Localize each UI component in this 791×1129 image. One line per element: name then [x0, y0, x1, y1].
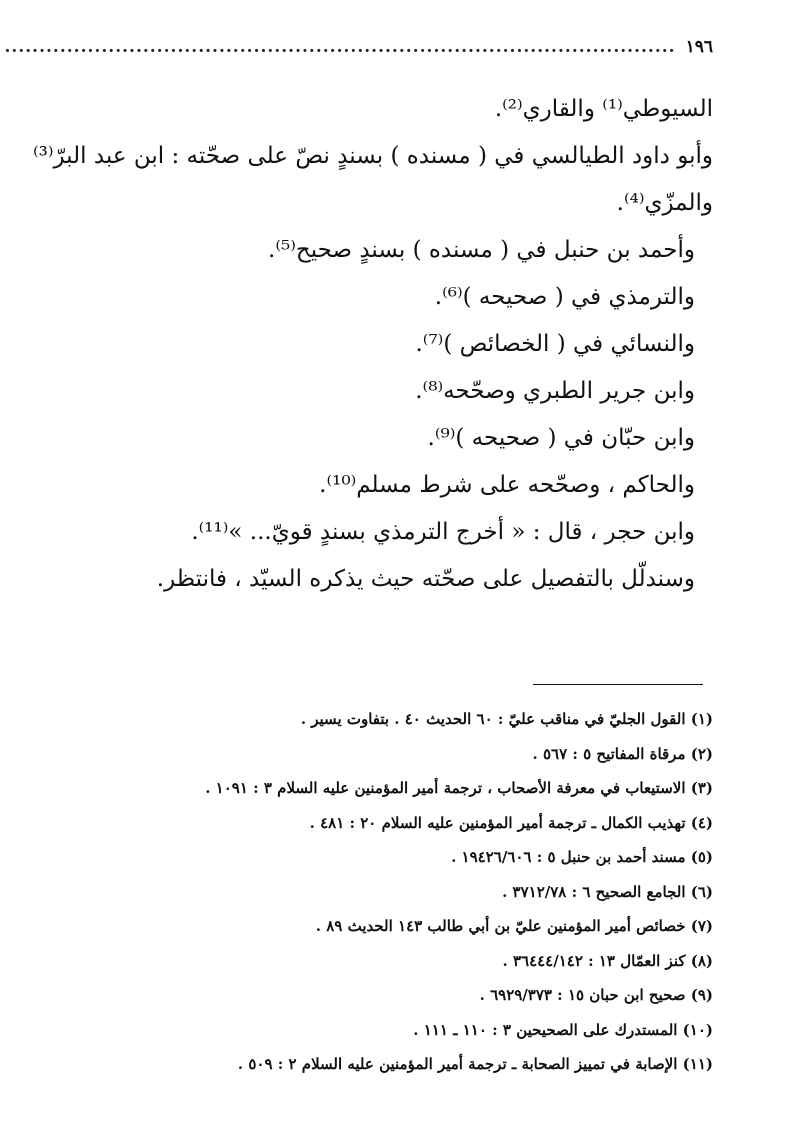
- text-line: وابن حجر ، قال : « أخرج الترمذي بسندٍ قويّ... »⁽¹¹⁾.: [191, 519, 695, 545]
- text-line: والنسائي في ( الخصائص )⁽⁷⁾.: [415, 331, 695, 357]
- footnotes: [60, 702, 713, 1082]
- footnote: (٩) صحيح ابن حبان ١٥ : ٦٩٢٩/٣٧٣ .: [479, 986, 713, 1004]
- text-line: والحاكم ، وصحّحه على شرط مسلم⁽¹⁰⁾.: [319, 472, 695, 498]
- footnote: (٥) مسند أحمد بن حنبل ٥ : ١٩٤٢٦/٦٠٦ .: [451, 848, 713, 866]
- footnote: (٤) تهذيب الكمال ـ ترجمة أمير المؤمنين عليه السلام ٢٠ : ٤٨١ .: [309, 813, 713, 832]
- text-line: وابن حبّان في ( صحيحه )⁽⁹⁾.: [427, 425, 695, 451]
- running-header: [4, 30, 713, 64]
- footnote: (٨) كنز العمّال ١٣ : ٣٦٤٤٤/١٤٢ .: [502, 951, 713, 970]
- footnote: (١١) الإصابة في تمييز الصحابة ـ ترجمة أمير المؤمنين عليه السلام ٢ : ٥٠٩ .: [237, 1055, 713, 1073]
- text-line: السيوطي⁽¹⁾ والقاري⁽²⁾.: [494, 96, 713, 122]
- text-line: وأبو داود الطيالسي في ( مسنده ) بسندٍ نصّ على صحّته : ابن عبد البرّ⁽³⁾: [32, 143, 713, 169]
- footnote: (٧) خصائص أمير المؤمنين عليّ بن أبي طالب ١٤٣ الحديث ٨٩ .: [315, 917, 713, 935]
- leader-dots: .................................................................................................: [4, 37, 676, 57]
- main-text: [32, 86, 713, 603]
- footnote: (٢) مرقاة المفاتيح ٥ : ٥٦٧ .: [532, 744, 713, 763]
- text-line: والترمذي في ( صحيحه )⁽⁶⁾.: [434, 284, 695, 310]
- footnote: (١٠) المستدرك على الصحيحين ٣ : ١١٠ ـ ١١١ .: [413, 1020, 713, 1039]
- footnote: (١) القول الجليّ في مناقب عليّ : ٦٠ الحديث ٤٠ . بتفاوت يسير .: [300, 710, 713, 728]
- text-line: وابن جرير الطبري وصحّحه⁽⁸⁾.: [415, 378, 695, 404]
- text-line: والمزّي⁽⁴⁾.: [616, 190, 713, 216]
- footnote: (٦) الجامع الصحيح ٦ : ٣٧١٢/٧٨ .: [502, 882, 713, 901]
- footnote: (٣) الاستيعاب في معرفة الأصحاب ، ترجمة أمير المؤمنين عليه السلام ٣ : ١٠٩١ .: [205, 779, 713, 797]
- page-number: ١٩٦: [685, 37, 713, 57]
- text-line: وسندلّل بالتفصيل على صحّته حيث يذكره السيّد ، فانتظر.: [156, 566, 695, 592]
- text-line: وأحمد بن حنبل في ( مسنده ) بسندٍ صحيح⁽⁵⁾.: [268, 237, 695, 263]
- footnote-separator: [533, 684, 703, 685]
